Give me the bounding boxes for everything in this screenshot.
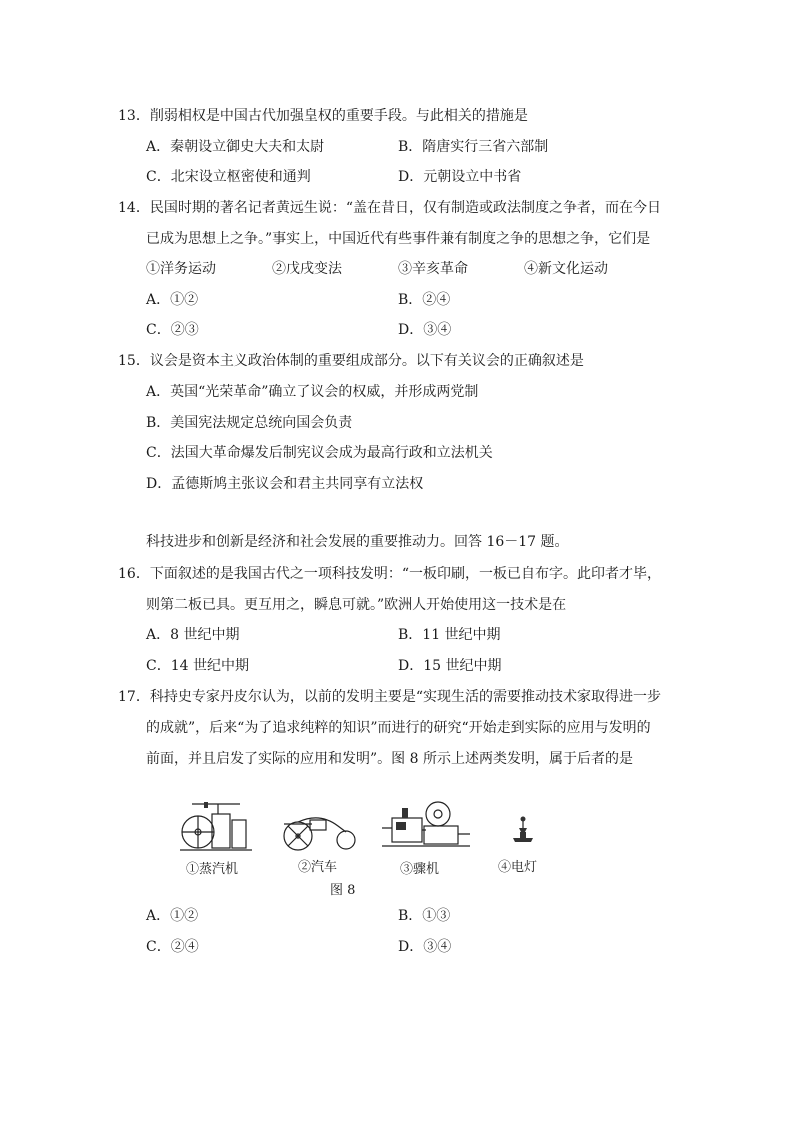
q14-stem-line1: 14．民国时期的著名记者黄远生说：“盖在昔日，仅有制造或政法制度之争者，而在今日 — [118, 200, 661, 216]
q14-item-3: ③辛亥革命 — [398, 261, 468, 277]
q14-option-b: B．②④ — [398, 292, 451, 308]
q14-stem-line2: 已成为思想上之争。”事实上，中国近代有些事件兼有制度之争的思想之争，它们是 — [146, 231, 651, 247]
q17-option-b: B．①③ — [398, 908, 451, 924]
q14-option-d: D．③④ — [398, 322, 452, 338]
electric-machine-illustration — [378, 798, 474, 856]
q16-option-c: C．14 世纪中期 — [146, 658, 249, 674]
q15-option-a: A．英国“光荣革命”确立了议会的权威，并形成两党制 — [146, 384, 479, 400]
q15-stem: 15．议会是资本主义政治体制的重要组成部分。以下有关议会的正确叙述是 — [118, 353, 584, 369]
q15-option-b: B．美国宪法规定总统向国会负责 — [146, 415, 353, 431]
q14-option-c: C．②③ — [146, 322, 199, 338]
figure-caption-machine: ③骤机 — [400, 862, 440, 877]
q14-item-4: ④新文化运动 — [524, 261, 608, 277]
q17-stem-line1: 17．科持史专家丹皮尔认为，以前的发明主要是“实现生活的需要推动技术家取得进一步 — [118, 689, 661, 705]
q16-option-d: D．15 世纪中期 — [398, 658, 502, 674]
q13-stem: 13．削弱相权是中国古代加强皇权的重要手段。与此相关的措施是 — [118, 108, 528, 124]
q16-option-a: A．8 世纪中期 — [146, 627, 240, 643]
q13-option-d: D．元朝设立中书省 — [398, 169, 522, 185]
q17-stem-line2: 的成就”，后来“为了追求纯粹的知识”而进行的研究“开始走到实际的应用与发明的 — [146, 720, 651, 736]
q13-option-c: C．北宋设立枢密使和通判 — [146, 169, 311, 185]
q17-option-d: D．③④ — [398, 939, 452, 955]
q17-option-c: C．②④ — [146, 939, 199, 955]
q13-option-b: B．隋唐实行三省六部制 — [398, 139, 549, 155]
q16-option-b: B．11 世纪中期 — [398, 627, 501, 643]
q14-item-2: ②戊戌变法 — [272, 261, 342, 277]
figure-caption-lamp: ④电灯 — [498, 860, 538, 875]
figure-caption-automobile: ②汽车 — [298, 860, 338, 875]
q13-option-a: A．秦朝设立御史大夫和太尉 — [146, 139, 325, 155]
electric-lamp-illustration — [506, 814, 540, 844]
automobile-illustration — [280, 806, 360, 856]
q17-stem-line3: 前面，并且启发了实际的应用和发明”。图 8 所示上述两类发明，属于后者的是 — [146, 751, 633, 767]
q16-stem-line2: 则第二板已具。更互用之，瞬息可就。”欧洲人开始使用这一技术是在 — [146, 597, 567, 613]
section-intro: 科技进步和创新是经济和社会发展的重要推动力。回答 16－17 题。 — [146, 534, 569, 550]
q14-item-1: ①洋务运动 — [146, 261, 216, 277]
steam-engine-illustration — [178, 800, 254, 856]
figure-caption-steam-engine: ①蒸汽机 — [186, 862, 239, 877]
q17-option-a: A．①② — [146, 908, 199, 924]
q16-stem-line1: 16．下面叙述的是我国古代之一项科技发明：“一板印刷，一板已自布字。此印者才毕， — [118, 566, 661, 582]
figure-label: 图 8 — [330, 883, 356, 898]
q15-option-c: C．法国大革命爆发后制宪议会成为最高行政和立法机关 — [146, 445, 493, 461]
q15-option-d: D．孟德斯鸠主张议会和君主共同享有立法权 — [146, 476, 424, 492]
q14-option-a: A．①② — [146, 292, 199, 308]
